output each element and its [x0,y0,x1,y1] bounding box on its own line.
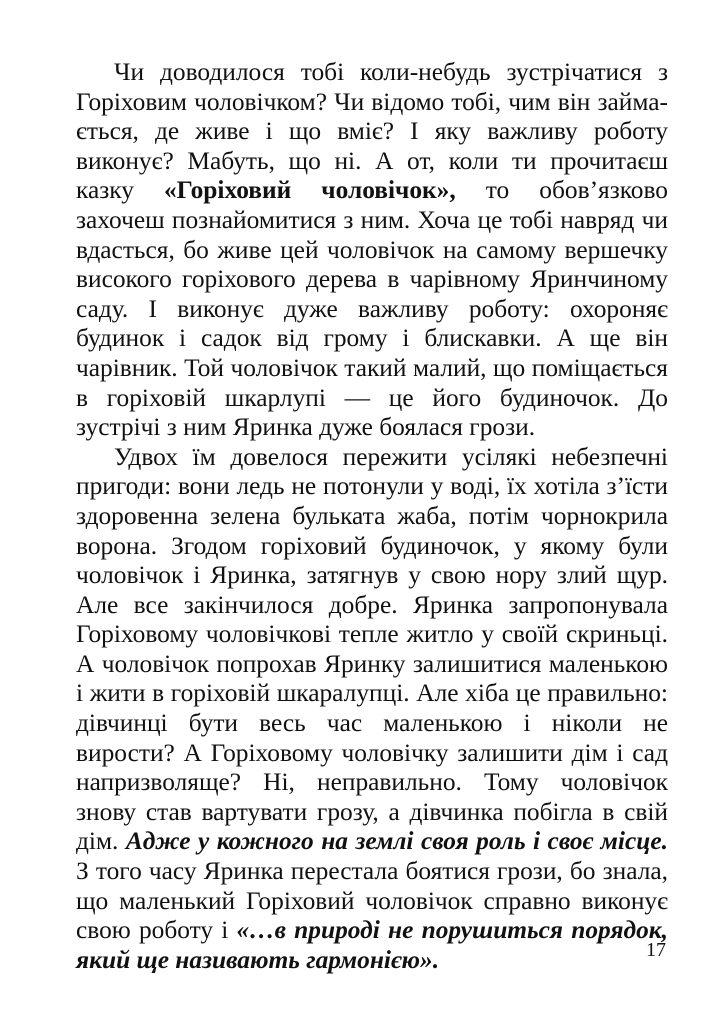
paragraph-1 [76,58,668,443]
paragraph-2 [76,443,668,976]
paragraph-1-text: Чи доводилося тобі коли-небудь зустрічатися з Горіховим чоловічком? Чи відомо тобі, чим він займається, де живе і що вміє? І яку важливу роботу виконує? Мабуть, що ні. А от, коли ти прочитаєш казку [76,58,668,205]
paragraph-2-text: Удвох їм довелося пережити усілякі небезпечні пригоди: вони ледь не потонули у воді, їх хотіла з’їсти здоровенна зелена бульката жаба, потім чорнокрила ворона. Згодом горіховий будиночок, у якому були чоловічок і Яринка, затягнув у свою нору злий щур. Але все закінчилося добре. Яринка запропонувала Горіховому чоловічкові тепле житло у своїй скриньці. А чоловічок попрохав Яринку залишитися маленькою і жити в горіховій шкаралупці. Але хіба це правильно: дівчинці бути весь час маленькою і ніколи не вирости? А Горіховому чоловічку залишити дім і сад напризволяще? Ні, неправильно. Тому чоловічок знову став вартувати грозу, а дівчинка побігла в свій дім. [76,442,668,856]
book-title-bold: «Горіховий чоловічок», [163,176,456,205]
paragraph-2-text-cont: З того часу Яринка перестала боятися грози, бо знала, що маленький Горіховий чоловічок справно виконує свою роботу і [76,857,668,945]
closing-quote-emphasis: «…в природі не порушиться порядок, який ще називають гармонією». [76,916,668,974]
paragraph-1-text-cont: то обов’язково захочеш познайомитися з ним. Хоча це тобі навряд чи вдасться, бо живе цей чоловічок на самому вершечку високого горіхового дерева в чарівному Яринчиному саду. І виконує дуже важливу роботу: охороняє будинок і садок від грому і блискавки. А ще він чарівник. Той чоловічок такий малий, що поміщається в горіховій шкарлупі — це його будиночок. До зустрічі з ним Яринка дуже боялася грози. [76,176,668,442]
moral-emphasis: Адже у кожного на землі своя роль і своє місце. [125,827,668,856]
page-number: 17 [646,939,666,961]
page-body [76,58,668,975]
